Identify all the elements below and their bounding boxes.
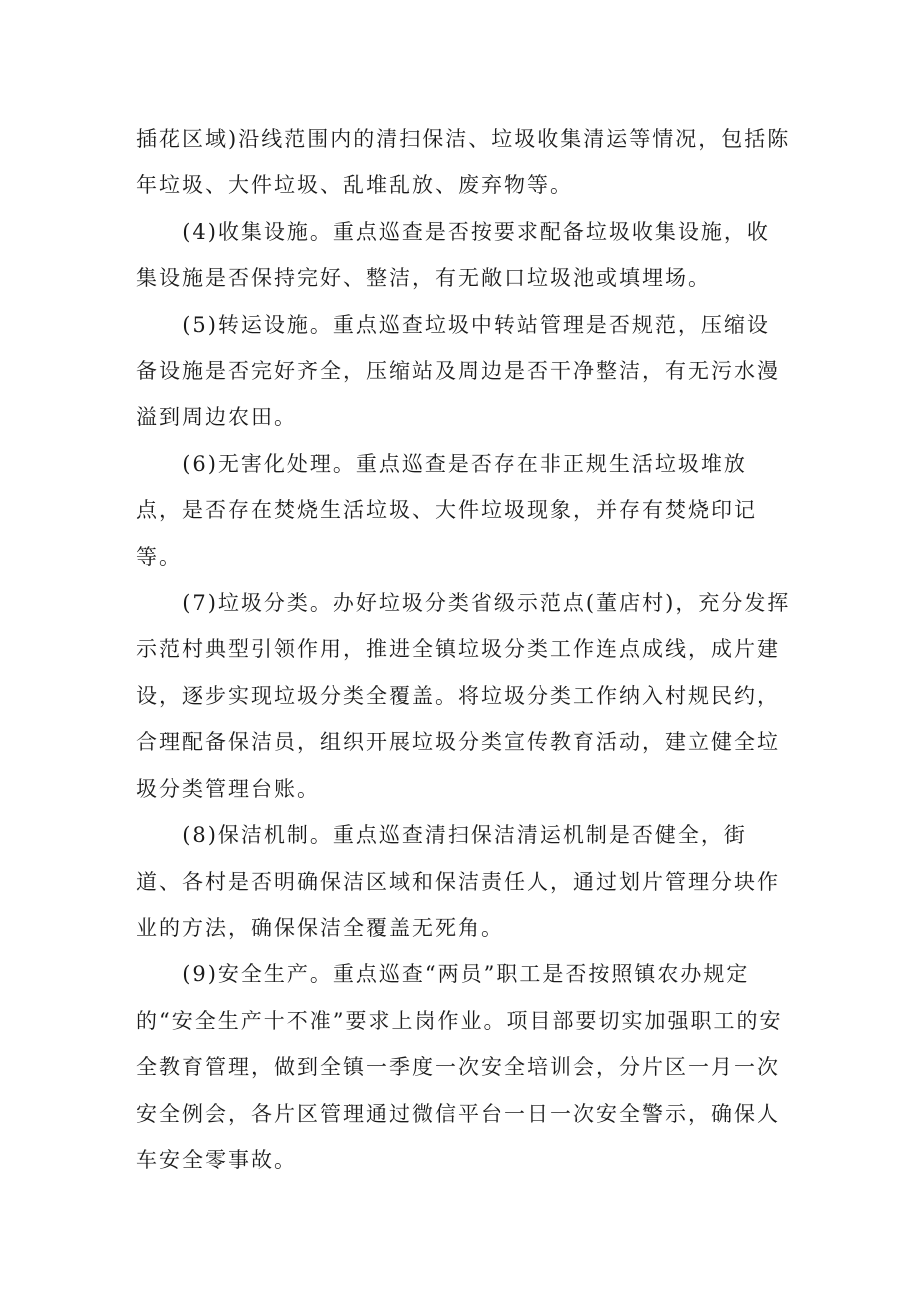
paragraph-continuation: 插花区域)沿线范围内的清扫保洁、垃圾收集清运等情况，包括陈年垃圾、大件垃圾、乱堆乱放、废弃物等。 (136, 127, 791, 198)
paragraph-safety-production: (9)安全生产。重点巡查“两员”职工是否按照镇农办规定的“安全生产十不准”要求上岗作业。项目部要切实加强职工的安全教育管理，做到全镇一季度一次安全培训会，分片区一月一次安全例会，各片区管理通过微信平台一日一次安全警示，确保人车安全零事故。 (136, 962, 783, 1172)
paragraph-collection-facilities: (4)收集设施。重点巡查是否按要求配备垃圾收集设施，收集设施是否保持完好、整洁，有无敞口垃圾池或填埋场。 (136, 219, 770, 291)
paragraph-harmless-treatment: (6)无害化处理。重点巡查是否存在非正规生活垃圾堆放点，是否存在焚烧生活垃圾、大件垃圾现象，并存有焚烧印记等。 (136, 451, 757, 569)
paragraph-transfer-facilities: (5)转运设施。重点巡查垃圾中转站管理是否规范，压缩设备设施是否完好齐全，压缩站及周边是否干净整洁，有无污水漫溢到周边农田。 (136, 312, 780, 430)
document-body (136, 116, 792, 1183)
paragraph-waste-sorting: (7)垃圾分类。办好垃圾分类省级示范点(董店村)，充分发挥示范村典型引领作用，推进全镇垃圾分类工作连点成线，成片建设，逐步实现垃圾分类全覆盖。将垃圾分类工作纳入村规民约，合理配备保洁员，组织开展垃圾分类宣传教育活动，建立健全垃圾分类管理台账。 (136, 591, 791, 801)
paragraph-cleaning-mechanism: (8)保洁机制。重点巡查清扫保洁清运机制是否健全，街道、各村是否明确保洁区域和保洁责任人，通过划片管理分块作业的方法，确保保洁全覆盖无死角。 (136, 823, 780, 940)
